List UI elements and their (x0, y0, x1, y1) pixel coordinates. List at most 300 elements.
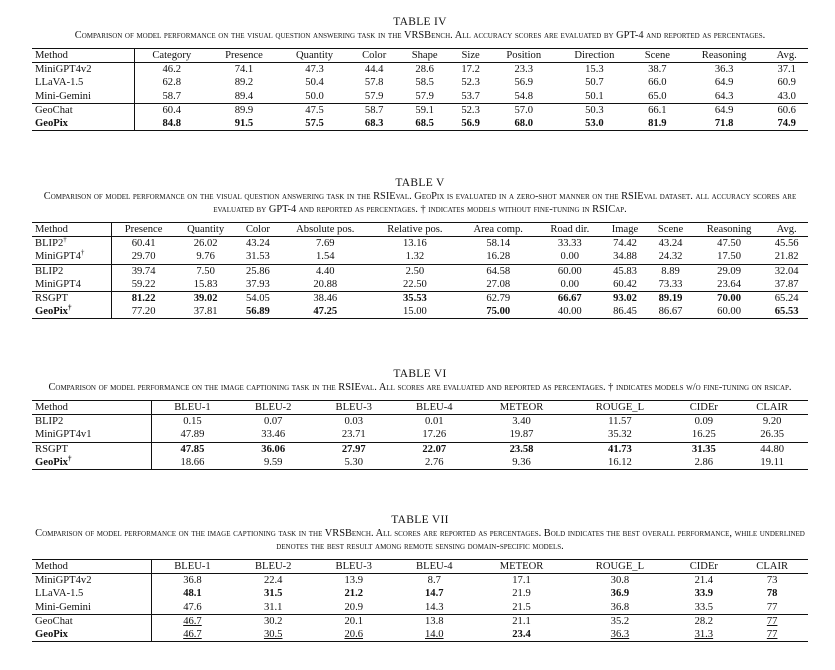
method-cell (32, 237, 112, 251)
data-cell: 21.5 (512, 601, 531, 613)
method-cell: Mini-Gemini (32, 90, 135, 104)
header-row (32, 401, 808, 415)
data-cell: 36.8 (610, 601, 630, 613)
data-cell: 78 (766, 588, 778, 600)
data-cell: 26.35 (760, 429, 785, 441)
data-cell: 27.97 (313, 442, 394, 456)
data-cell: 57.9 (364, 90, 384, 102)
data-cell: 38.7 (648, 64, 667, 76)
data-cell: 17.1 (512, 575, 531, 587)
data-cell: 35.2 (569, 614, 672, 628)
data-cell: 23.4 (475, 628, 569, 642)
data-cell: 56.9 (514, 77, 534, 89)
header-cell: ROUGE_L (569, 560, 672, 574)
header-cell: Avg. (765, 49, 808, 63)
results-table (32, 559, 808, 642)
header-cell: BLEU-3 (313, 560, 394, 574)
data-cell: 64.58 (459, 264, 538, 278)
data-cell: 60.9 (777, 77, 796, 89)
data-cell: 27.08 (486, 278, 511, 290)
data-cell: 89.4 (234, 90, 254, 102)
header-cell: Reasoning (683, 49, 766, 63)
data-cell: 93.02 (602, 292, 648, 306)
data-cell: 35.53 (371, 292, 459, 306)
data-cell: 23.71 (341, 429, 366, 441)
table-v (32, 177, 808, 319)
data-cell: 43.24 (245, 238, 270, 250)
table-row (32, 456, 808, 470)
data-cell: 57.0 (491, 103, 557, 117)
data-cell: 20.9 (344, 601, 364, 613)
data-cell: 14.7 (425, 588, 444, 600)
data-cell: 22.07 (394, 442, 475, 456)
dagger-mark: † (67, 454, 72, 463)
data-cell: 74.9 (765, 117, 808, 131)
data-cell: 66.0 (648, 77, 667, 89)
data-cell: 86.67 (648, 305, 693, 319)
header-cell: METEOR (475, 401, 569, 415)
method-cell: GeoChat (32, 103, 135, 117)
data-cell: 0.00 (560, 251, 580, 263)
table-row (32, 442, 808, 456)
method-cell: GeoChat (32, 614, 151, 628)
data-cell: 17.26 (422, 429, 447, 441)
data-cell: 66.1 (632, 103, 683, 117)
data-cell: 21.9 (512, 588, 531, 600)
header-cell: Avg. (765, 223, 808, 237)
data-cell: 35.32 (608, 429, 632, 441)
data-cell: 31.35 (671, 442, 736, 456)
header-cell: Area comp. (459, 223, 538, 237)
data-cell: 13.16 (403, 238, 427, 250)
data-cell: 52.3 (451, 103, 491, 117)
method-cell: MiniGPT4v1 (32, 428, 151, 442)
data-cell: 40.00 (538, 305, 602, 319)
method-name: GeoPix (35, 306, 68, 318)
data-cell: 31.1 (263, 601, 283, 613)
table-row (32, 428, 808, 442)
data-cell: 58.7 (350, 103, 399, 117)
header-cell: Method (32, 223, 112, 237)
data-cell: 58.5 (415, 77, 434, 89)
header-cell: BLEU-2 (233, 560, 314, 574)
method-cell: BLIP2 (32, 264, 112, 278)
data-cell: 65.53 (765, 305, 808, 319)
table-row (32, 90, 808, 104)
data-cell: 20.6 (313, 628, 394, 642)
header-cell: Presence (112, 223, 175, 237)
table-row (32, 415, 808, 429)
data-cell: 36.3 (714, 64, 734, 76)
data-cell: 2.86 (671, 456, 736, 470)
method-name: MiniGPT4 (35, 251, 81, 263)
data-cell: 19.11 (736, 456, 808, 470)
header-cell: Scene (632, 49, 683, 63)
data-cell: 59.22 (131, 278, 156, 290)
header-cell: BLEU-4 (394, 560, 475, 574)
header-cell: BLEU-1 (151, 401, 232, 415)
table-caption: Comparison of model performance on the image captioning task in the RSIEval. All scores are evaluated and reported as percentages. † indicates models w/o fine-tuning on rsicap. (48, 382, 792, 393)
table-row (32, 587, 808, 600)
header-cell: BLEU-3 (313, 401, 394, 415)
data-cell: 50.3 (557, 103, 632, 117)
data-cell: 57.9 (415, 90, 434, 102)
data-cell: 36.3 (569, 628, 672, 642)
header-cell: Quantity (280, 49, 350, 63)
data-cell: 91.5 (208, 117, 279, 131)
data-cell: 37.93 (245, 278, 270, 290)
data-cell: 20.1 (313, 614, 394, 628)
method-name: GeoPix (35, 456, 68, 468)
data-cell: 64.3 (714, 90, 734, 102)
data-cell: 89.9 (208, 103, 279, 117)
data-cell: 31.3 (671, 628, 736, 642)
data-cell: 3.40 (512, 416, 531, 428)
data-cell: 17.2 (461, 64, 480, 76)
data-cell: 29.09 (693, 264, 765, 278)
data-cell: 7.69 (316, 238, 335, 250)
data-cell: 46.7 (151, 614, 232, 628)
data-cell: 50.1 (585, 90, 604, 102)
data-cell: 59.1 (399, 103, 451, 117)
data-cell: 46.2 (162, 64, 182, 76)
data-cell: 77 (766, 601, 778, 613)
data-cell: 89.2 (234, 77, 254, 89)
method-cell: LLaVA-1.5 (32, 587, 151, 600)
results-table (32, 48, 808, 131)
data-cell: 37.1 (777, 64, 796, 76)
data-cell: 4.40 (279, 264, 371, 278)
data-cell: 58.14 (486, 238, 511, 250)
data-cell: 89.19 (648, 292, 693, 306)
data-cell: 74.42 (613, 238, 637, 250)
data-cell: 65.24 (765, 292, 808, 306)
header-cell: ROUGE_L (569, 401, 672, 415)
data-cell: 47.5 (280, 103, 350, 117)
data-cell: 25.86 (236, 264, 279, 278)
method-cell (32, 456, 151, 470)
data-cell: 64.9 (714, 77, 734, 89)
data-cell: 58.7 (162, 90, 182, 102)
header-cell: Position (491, 49, 557, 63)
header-cell: Color (236, 223, 279, 237)
data-cell: 16.28 (486, 251, 511, 263)
table-title: TABLE V (395, 177, 445, 189)
data-cell: 30.5 (233, 628, 314, 642)
dagger-mark: † (80, 248, 85, 257)
data-cell: 11.57 (608, 416, 632, 428)
table-row (32, 250, 808, 264)
data-cell: 39.74 (112, 264, 175, 278)
table-title: TABLE IV (393, 16, 447, 28)
header-cell: Relative pos. (371, 223, 459, 237)
header-cell: CIDEr (671, 401, 736, 415)
data-cell: 73.33 (658, 278, 683, 290)
data-cell: 70.00 (693, 292, 765, 306)
table-row (32, 305, 808, 319)
header-cell: Presence (208, 49, 279, 63)
data-cell: 60.00 (693, 305, 765, 319)
data-cell: 0.00 (560, 278, 580, 290)
header-row (32, 223, 808, 237)
header-cell: Size (451, 49, 491, 63)
header-cell: Category (135, 49, 209, 63)
header-cell: Scene (648, 223, 693, 237)
data-cell: 21.1 (475, 614, 569, 628)
method-cell: MiniGPT4v2 (32, 574, 151, 588)
data-cell: 77 (736, 614, 808, 628)
data-cell: 9.20 (762, 416, 782, 428)
header-cell: CIDEr (671, 560, 736, 574)
data-cell: 26.02 (193, 238, 218, 250)
data-cell: 53.0 (557, 117, 632, 131)
data-cell: 77 (736, 628, 808, 642)
data-cell: 44.80 (736, 442, 808, 456)
data-cell: 13.8 (394, 614, 475, 628)
table-row (32, 628, 808, 642)
data-cell: 33.9 (694, 588, 714, 600)
method-cell (32, 250, 112, 264)
data-cell: 7.50 (175, 264, 237, 278)
data-cell: 23.3 (514, 64, 534, 76)
data-cell: 47.85 (151, 442, 232, 456)
data-cell: 23.58 (475, 442, 569, 456)
data-cell: 8.89 (648, 264, 693, 278)
data-cell: 47.25 (279, 305, 371, 319)
data-cell: 50.4 (305, 77, 324, 89)
data-cell: 21.2 (344, 588, 364, 600)
data-cell: 62.8 (162, 77, 182, 89)
data-cell: 31.53 (245, 251, 270, 263)
data-cell: 22.50 (403, 278, 427, 290)
data-cell: 68.3 (350, 117, 399, 131)
data-cell: 81.9 (632, 117, 683, 131)
header-cell: METEOR (475, 560, 569, 574)
table-vi (32, 368, 808, 470)
data-cell: 68.0 (491, 117, 557, 131)
data-cell: 1.54 (316, 251, 335, 263)
data-cell: 21.82 (774, 251, 799, 263)
data-cell: 31.5 (263, 588, 283, 600)
data-cell: 1.32 (405, 251, 425, 263)
header-cell: Method (32, 401, 151, 415)
dagger-mark: † (63, 235, 67, 244)
data-cell: 36.9 (610, 588, 630, 600)
data-cell: 33.5 (694, 601, 714, 613)
data-cell: 62.79 (459, 292, 538, 306)
data-cell: 60.4 (135, 103, 209, 117)
header-cell: Absolute pos. (279, 223, 371, 237)
data-cell: 77.20 (112, 305, 175, 319)
data-cell: 15.00 (371, 305, 459, 319)
data-cell: 13.9 (344, 575, 364, 587)
data-cell: 33.33 (557, 238, 582, 250)
method-cell: GeoPix (32, 628, 151, 642)
header-cell: Method (32, 49, 135, 63)
data-cell: 60.6 (765, 103, 808, 117)
data-cell: 50.7 (585, 77, 604, 89)
data-cell: 74.1 (234, 64, 254, 76)
table-vii (32, 514, 808, 642)
table-caption: Comparison of model performance on the visual question answering task in the RSIEval. GeoPix is evaluated in a zero-shot manner on the RSIEval dataset. all accuracy scores are evaluated by GPT-4 and reported as percentages. † indicates models without fine-tuning in RSICap. (43, 191, 797, 215)
header-cell: Color (350, 49, 399, 63)
data-cell: 24.32 (658, 251, 683, 263)
data-cell: 18.66 (151, 456, 232, 470)
data-cell: 54.8 (514, 90, 534, 102)
table-row (32, 614, 808, 628)
method-name: BLIP2 (35, 238, 64, 250)
data-cell: 57.8 (364, 77, 384, 89)
data-cell: 43.0 (777, 90, 796, 102)
data-cell: 64.9 (683, 103, 766, 117)
table-row (32, 63, 808, 77)
data-cell: 73 (766, 575, 778, 587)
data-cell: 28.6 (415, 64, 434, 76)
header-cell: BLEU-1 (151, 560, 232, 574)
data-cell: 0.09 (694, 416, 714, 428)
results-table (32, 400, 808, 470)
data-cell: 5.30 (313, 456, 394, 470)
method-cell (32, 305, 112, 319)
data-cell: 86.45 (602, 305, 648, 319)
table-caption: Comparison of model performance on the image captioning task in the VRSBench. All scores are reported as percentages. Bold indicates the best overall performance, while underlined denotes the best result among remote sensing domain-specific models. (35, 528, 805, 552)
header-cell: Shape (399, 49, 451, 63)
data-cell: 0.15 (183, 416, 202, 428)
data-cell: 33.46 (261, 429, 286, 441)
data-cell: 54.05 (236, 292, 279, 306)
data-cell: 75.00 (459, 305, 538, 319)
data-cell: 14.3 (425, 601, 444, 613)
header-row (32, 49, 808, 63)
data-cell: 16.25 (691, 429, 716, 441)
data-cell: 47.50 (717, 238, 742, 250)
header-cell: BLEU-4 (394, 401, 475, 415)
data-cell: 47.6 (183, 601, 202, 613)
data-cell: 28.2 (671, 614, 736, 628)
data-cell: 60.42 (613, 278, 637, 290)
data-cell: 0.07 (263, 416, 283, 428)
data-cell: 0.01 (425, 416, 444, 428)
data-cell: 22.4 (263, 575, 283, 587)
data-cell: 23.64 (717, 278, 742, 290)
data-cell: 2.76 (394, 456, 475, 470)
header-cell: CLAIR (736, 401, 808, 415)
data-cell: 36.06 (233, 442, 314, 456)
data-cell: 81.22 (112, 292, 175, 306)
method-cell: BLIP2 (32, 415, 151, 429)
data-cell: 29.70 (131, 251, 156, 263)
data-cell: 30.8 (610, 575, 630, 587)
method-cell: MiniGPT4v2 (32, 63, 135, 77)
method-cell: MiniGPT4 (32, 278, 112, 292)
data-cell: 44.4 (364, 64, 384, 76)
data-cell: 45.56 (774, 238, 799, 250)
data-cell: 8.7 (427, 575, 441, 587)
table-row (32, 264, 808, 278)
header-cell: Road dir. (538, 223, 602, 237)
method-cell: LLaVA-1.5 (32, 76, 135, 89)
data-cell: 9.76 (196, 251, 215, 263)
table-row (32, 278, 808, 292)
header-cell: Direction (557, 49, 632, 63)
data-cell: 66.67 (538, 292, 602, 306)
data-cell: 43.24 (658, 238, 683, 250)
data-cell: 47.3 (305, 64, 324, 76)
data-cell: 2.50 (371, 264, 459, 278)
data-cell: 56.9 (451, 117, 491, 131)
data-cell: 30.2 (233, 614, 314, 628)
table-row (32, 574, 808, 588)
data-cell: 36.8 (183, 575, 202, 587)
data-cell: 46.7 (151, 628, 232, 642)
table-row (32, 237, 808, 251)
method-cell: GeoPix (32, 117, 135, 131)
data-cell: 15.3 (585, 64, 604, 76)
table-title: TABLE VI (393, 368, 447, 380)
data-cell: 50.0 (305, 90, 324, 102)
data-cell: 84.8 (135, 117, 209, 131)
table-row (32, 601, 808, 615)
data-cell: 20.88 (313, 278, 338, 290)
data-cell: 37.87 (774, 278, 799, 290)
method-cell: Mini-Gemini (32, 601, 151, 615)
header-row (32, 560, 808, 574)
data-cell: 15.83 (193, 278, 218, 290)
data-cell: 52.3 (461, 77, 480, 89)
data-cell: 39.02 (175, 292, 237, 306)
header-cell: Method (32, 560, 151, 574)
header-cell: Quantity (175, 223, 237, 237)
data-cell: 9.36 (475, 456, 569, 470)
table-row (32, 292, 808, 306)
data-cell: 60.41 (131, 238, 156, 250)
table-row (32, 103, 808, 117)
data-cell: 53.7 (461, 90, 480, 102)
data-cell: 19.87 (509, 429, 534, 441)
method-cell: RSGPT (32, 442, 151, 456)
data-cell: 47.89 (180, 429, 205, 441)
data-cell: 9.59 (233, 456, 314, 470)
data-cell: 56.89 (236, 305, 279, 319)
results-table (32, 222, 808, 319)
data-cell: 21.4 (694, 575, 714, 587)
method-cell: RSGPT (32, 292, 112, 306)
table-title: TABLE VII (391, 514, 449, 526)
data-cell: 41.73 (569, 442, 672, 456)
header-cell: BLEU-2 (233, 401, 314, 415)
data-cell: 32.04 (765, 264, 808, 278)
data-cell: 37.81 (175, 305, 237, 319)
data-cell: 34.88 (613, 251, 637, 263)
table-caption: Comparison of model performance on the visual question answering task in the VRSBench. All accuracy scores are evaluated by GPT-4 and reported as percentages. (74, 30, 766, 41)
data-cell: 0.03 (344, 416, 364, 428)
data-cell: 45.83 (602, 264, 648, 278)
data-cell: 57.5 (280, 117, 350, 131)
data-cell: 17.50 (717, 251, 742, 263)
dagger-mark: † (67, 303, 72, 312)
data-cell: 60.00 (538, 264, 602, 278)
data-cell: 14.0 (394, 628, 475, 642)
header-cell: Image (602, 223, 648, 237)
data-cell: 38.46 (279, 292, 371, 306)
data-cell: 16.12 (569, 456, 672, 470)
header-cell: Reasoning (693, 223, 765, 237)
data-cell: 65.0 (648, 90, 667, 102)
table-row (32, 117, 808, 131)
data-cell: 71.8 (683, 117, 766, 131)
header-cell: CLAIR (736, 560, 808, 574)
data-cell: 48.1 (183, 588, 202, 600)
